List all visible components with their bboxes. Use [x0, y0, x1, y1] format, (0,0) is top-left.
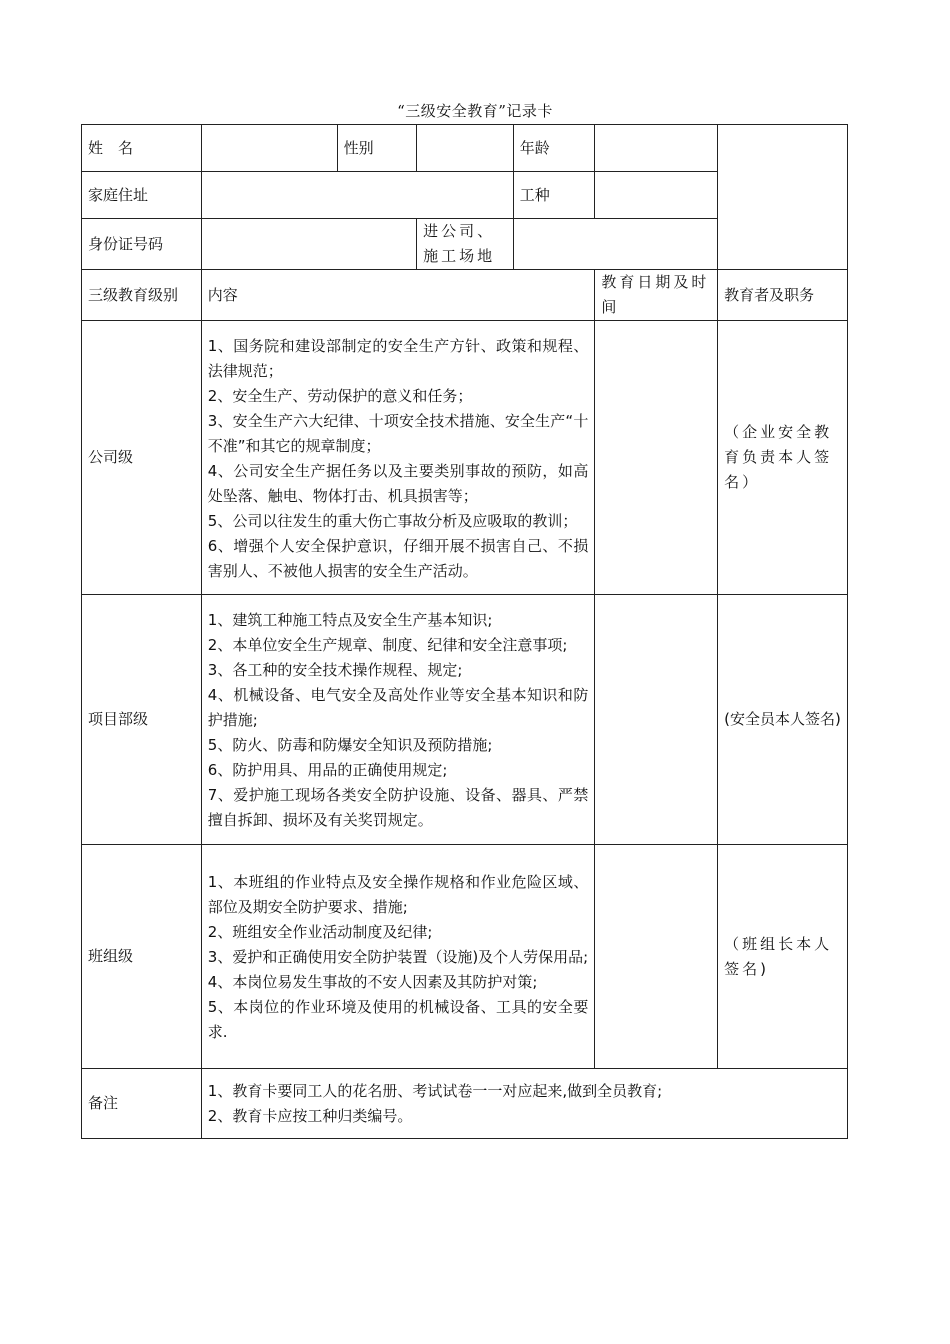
level-name: 项目部级 — [82, 595, 202, 845]
content-item: 4、本岗位易发生事故的不安人因素及其防护对策; — [207, 973, 538, 991]
educator-column-header: 教育者及职务 — [718, 270, 848, 321]
content-item: 1、本班组的作业特点及安全操作规格和作业危险区域、部位及期安全防护要求、措施; — [207, 873, 589, 916]
content-column-header: 内容 — [201, 270, 595, 321]
gender-value[interactable] — [417, 125, 514, 172]
education-record-table — [81, 124, 848, 1139]
name-value[interactable] — [201, 125, 337, 172]
date-cell[interactable] — [595, 321, 718, 595]
entry-value[interactable] — [513, 219, 717, 270]
educator-signature: (安全员本人签名) — [718, 595, 848, 845]
level-content — [201, 595, 595, 845]
educator-signature: （企业安全教育负责本人签名） — [718, 321, 848, 595]
gender-label: 性别 — [337, 125, 417, 172]
name-label: 姓 名 — [82, 125, 202, 172]
content-item: 4、公司安全生产据任务以及主要类别事故的预防，如高处坠落、触电、物体打击、机具损害等； — [207, 461, 589, 505]
level-row-company — [82, 321, 848, 595]
remark-item: 2、教育卡应按工种归类编号。 — [207, 1106, 413, 1125]
content-item: 2、安全生产、劳动保护的意义和任务； — [207, 386, 473, 405]
level-content — [201, 845, 595, 1069]
level-content — [201, 321, 595, 595]
age-value[interactable] — [595, 125, 718, 172]
content-item: 6、防护用具、用品的正确使用规定; — [207, 761, 448, 779]
content-item: 2、本单位安全生产规章、制度、纪律和安全注意事项; — [207, 636, 568, 654]
remarks-label: 备注 — [82, 1069, 202, 1139]
content-item: 5、防火、防毒和防爆安全知识及预防措施; — [207, 736, 493, 754]
level-name: 公司级 — [82, 321, 202, 595]
content-item: 3、爱护和正确使用安全防护装置（设施)及个人劳保用品; — [207, 948, 589, 966]
photo-cell — [718, 125, 848, 270]
content-item: 7、爱护施工现场各类安全防护设施、设备、器具、严禁擅自拆卸、损坏及有关奖罚规定。 — [207, 786, 589, 829]
content-item: 1、建筑工种施工特点及安全生产基本知识; — [207, 611, 493, 629]
row-column-headers — [82, 270, 848, 321]
trade-value[interactable] — [595, 172, 718, 219]
date-column-header: 教育日期及时间 — [595, 270, 718, 321]
educator-signature: （班组长本人签名) — [718, 845, 848, 1069]
level-name: 班组级 — [82, 845, 202, 1069]
date-cell[interactable] — [595, 845, 718, 1069]
remark-item: 1、教育卡要同工人的花名册、考试试卷一一对应起来,做到全员教育; — [207, 1081, 663, 1100]
content-item: 5、本岗位的作业环境及使用的机械设备、工具的安全要求. — [207, 998, 589, 1041]
card-title: “三级安全教育”记录卡 — [397, 102, 553, 120]
date-cell[interactable] — [595, 595, 718, 845]
age-label: 年龄 — [513, 125, 595, 172]
content-item: 1、国务院和建设部制定的安全生产方针、政策和规程、法律规范； — [207, 336, 589, 380]
entry-label: 进公司、施工场地 — [417, 219, 514, 270]
content-item: 4、机械设备、电气安全及高处作业等安全基本知识和防护措施; — [207, 686, 589, 729]
content-item: 3、安全生产六大纪律、十项安全技术措施、安全生产“十不准”和其它的规章制度； — [207, 411, 589, 455]
id-value[interactable] — [201, 219, 416, 270]
level-row-team — [82, 845, 848, 1069]
row-name — [82, 125, 848, 172]
address-label: 家庭住址 — [82, 172, 202, 219]
trade-label: 工种 — [513, 172, 595, 219]
content-item: 6、增强个人安全保护意识，仔细开展不损害自己、不损害别人、不被他人损害的安全生产活动。 — [207, 536, 589, 580]
remarks-row — [82, 1069, 848, 1139]
content-item: 3、各工种的安全技术操作规程、规定; — [207, 661, 463, 679]
level-row-project — [82, 595, 848, 845]
remarks-content — [201, 1069, 847, 1139]
address-value[interactable] — [201, 172, 513, 219]
content-item: 5、公司以往发生的重大伤亡事故分析及应吸取的教训； — [207, 511, 578, 530]
id-label: 身份证号码 — [82, 219, 202, 270]
level-column-header: 三级教育级别 — [82, 270, 202, 321]
content-item: 2、班组安全作业活动制度及纪律; — [207, 923, 433, 941]
